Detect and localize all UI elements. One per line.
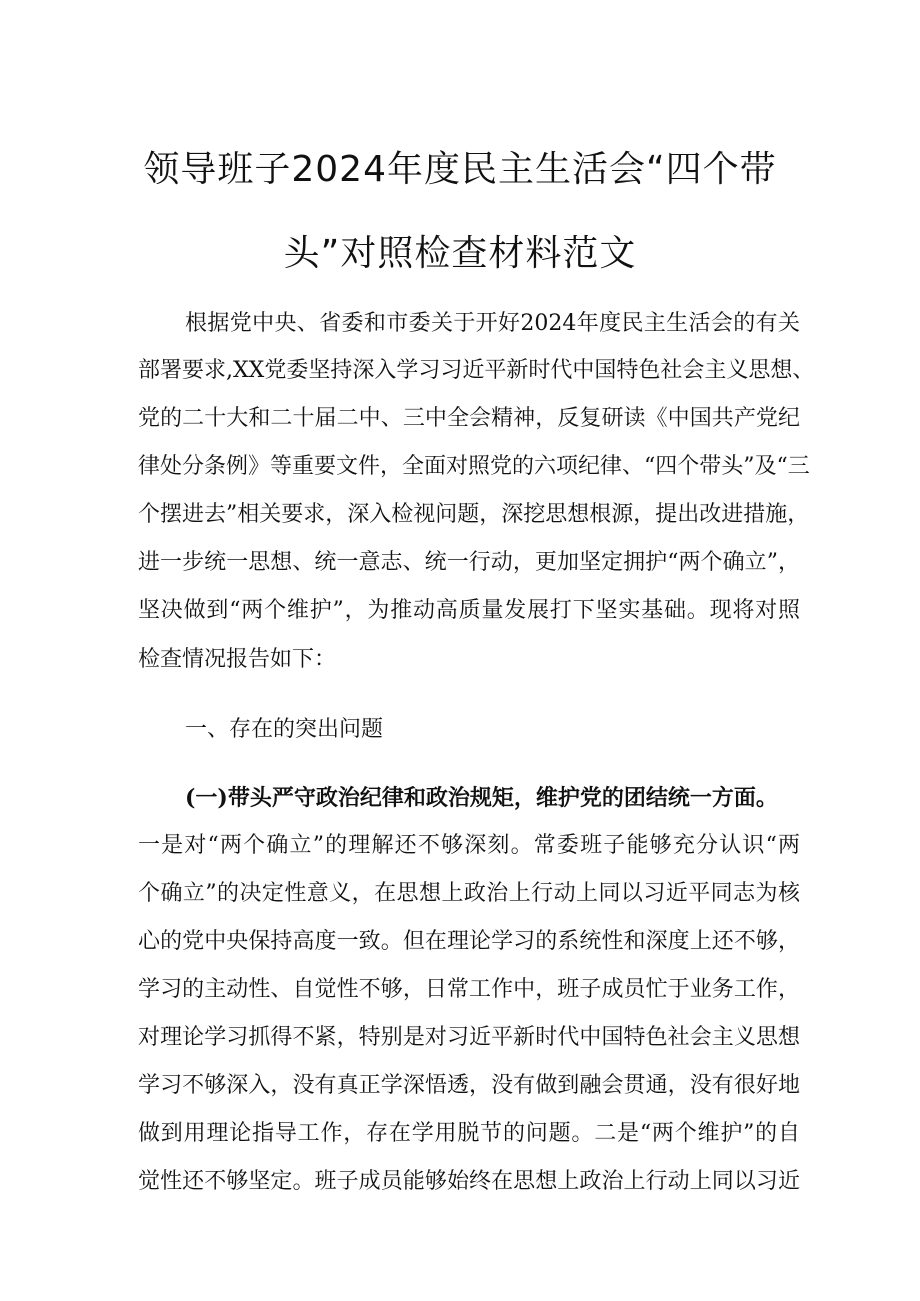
intro-paragraph-line: 进一步统一思想、统一意志、统一行动，更加坚定拥护“两个确立”， bbox=[138, 550, 800, 575]
body-paragraph-line: 学习的主动性、自觉性不够，日常工作中，班子成员忙于业务工作， bbox=[138, 977, 800, 1002]
body-paragraph-line: 个确立”的决定性意义，在思想上政治上行动上同以习近平同志为核 bbox=[138, 881, 800, 906]
document-title-line-2: 头”对照检查材料范文 bbox=[283, 233, 637, 274]
intro-paragraph-line: 坚决做到“两个维护”，为推动高质量发展打下坚实基础。现将对照 bbox=[138, 598, 800, 623]
subsection-heading: (一)带头严守政治纪律和政治规矩，维护党的团结统一方面。 bbox=[185, 785, 778, 811]
body-paragraph-line: 一是对“两个确立”的理解还不够深刻。常委班子能够充分认识“两 bbox=[138, 833, 800, 858]
body-paragraph-line: 觉性还不够坚定。班子成员能够始终在思想上政治上行动上同以习近 bbox=[138, 1169, 800, 1194]
body-paragraph-line: 学习不够深入，没有真正学深悟透，没有做到融会贯通，没有很好地 bbox=[138, 1073, 800, 1098]
document-title-line-1: 领导班子2024年度民主生活会“四个带 bbox=[143, 149, 777, 190]
intro-paragraph-line: 党的二十大和二十届二中、三中全会精神，反复研读《中国共产党纪 bbox=[138, 406, 800, 431]
intro-paragraph-line: 律处分条例》等重要文件，全面对照党的六项纪律、“四个带头”及“三 bbox=[138, 454, 810, 479]
body-paragraph-line: 做到用理论指导工作，存在学用脱节的问题。二是“两个维护”的自 bbox=[138, 1121, 800, 1146]
section-heading: 一、存在的突出问题 bbox=[185, 717, 384, 742]
intro-paragraph-line: 个摆进去”相关要求，深入检视问题，深挖思想根源，提出改进措施， bbox=[138, 502, 810, 527]
intro-paragraph-line: 部署要求,XX党委坚持深入学习习近平新时代中国特色社会主义思想、 bbox=[138, 358, 815, 383]
intro-paragraph-line: 检查情况报告如下： bbox=[138, 647, 337, 672]
body-paragraph-line: 对理论学习抓得不紧，特别是对习近平新时代中国特色社会主义思想 bbox=[138, 1025, 800, 1050]
intro-paragraph-line: 根据党中央、省委和市委关于开好2024年度民主生活会的有关 bbox=[185, 311, 800, 336]
body-paragraph-line: 心的党中央保持高度一致。但在理论学习的系统性和深度上还不够， bbox=[138, 929, 800, 954]
